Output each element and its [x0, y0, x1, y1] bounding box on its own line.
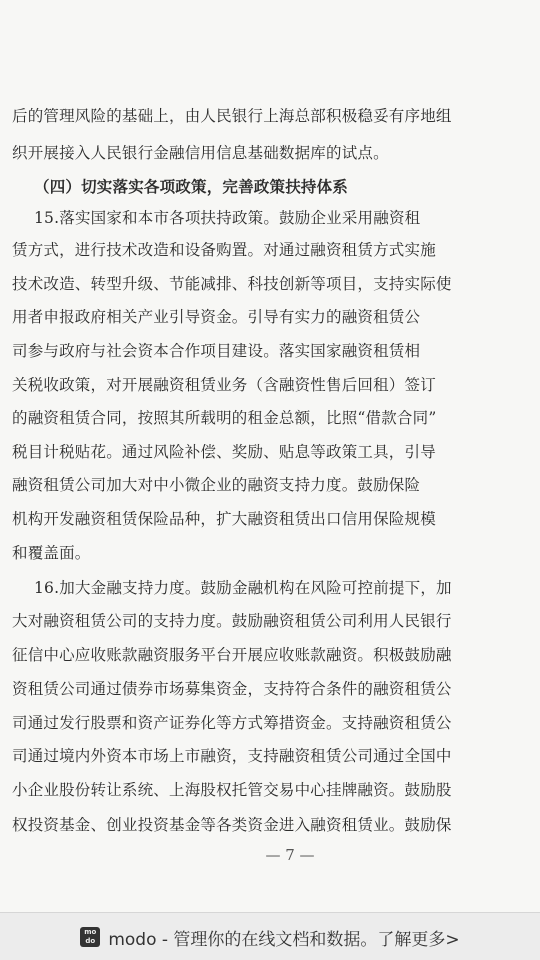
text-line: 小企业股份转让系统、上海股权托管交易中心挂牌融资。鼓励股	[12, 781, 452, 799]
footer-promo-link[interactable]: modo - 管理你的在线文档和数据。了解更多>	[108, 929, 460, 950]
text-line: 用者申报政府相关产业引导资金。引导有实力的融资租赁公	[12, 308, 421, 326]
text-line: 司通过发行股票和资产证券化等方式筹措资金。支持融资租赁公	[12, 714, 452, 732]
text-line: 和覆盖面。	[12, 544, 91, 562]
text-line: 征信中心应收账款融资服务平台开展应收账款融资。积极鼓励融	[12, 646, 452, 664]
text-line: 后的管理风险的基础上，由人民银行上海总部积极稳妥有序地组	[12, 107, 452, 125]
text-line: 税目计税贴花。通过风险补偿、奖励、贴息等政策工具，引导	[12, 443, 436, 461]
section-heading: （四）切实落实各项政策，完善政策扶持体系	[34, 177, 349, 196]
text-line: 大对融资租赁公司的支持力度。鼓励融资租赁公司利用人民银行	[12, 612, 452, 630]
text-line: 资租赁公司通过债券市场募集资金，支持符合条件的融资租赁公	[12, 680, 452, 698]
text-line: 司通过境内外资本市场上市融资，支持融资租赁公司通过全国中	[12, 747, 452, 765]
text-line: 织开展接入人民银行金融信用信息基础数据库的试点。	[12, 144, 389, 162]
text-line: 的融资租赁合同，按照其所载明的租金总额，比照“借款合同”	[12, 409, 437, 427]
text-line: 司参与政府与社会资本合作项目建设。落实国家融资租赁相	[12, 342, 421, 360]
text-line: 权投资基金、创业投资基金等各类资金进入融资租赁业。鼓励保	[12, 816, 452, 834]
text-line: 赁方式，进行技术改造和设备购置。对通过融资租赁方式实施	[12, 241, 436, 259]
modo-logo-icon: mo do	[80, 927, 100, 947]
page-number: — 7 —	[265, 846, 315, 864]
text-line: 技术改造、转型升级、节能减排、科技创新等项目，支持实际使	[12, 275, 452, 293]
text-line: 16.加大金融支持力度。鼓励金融机构在风险可控前提下，加	[34, 579, 452, 597]
text-line: 关税收政策，对开展融资租赁业务（含融资性售后回租）签订	[12, 376, 436, 394]
text-line: 机构开发融资租赁保险品种，扩大融资租赁出口信用保险规模	[12, 510, 436, 528]
promo-footer-bar[interactable]	[0, 912, 540, 960]
text-line: 15.落实国家和本市各项扶持政策。鼓励企业采用融资租	[34, 209, 421, 227]
text-line: 融资租赁公司加大对中小微企业的融资支持力度。鼓励保险	[12, 476, 421, 494]
